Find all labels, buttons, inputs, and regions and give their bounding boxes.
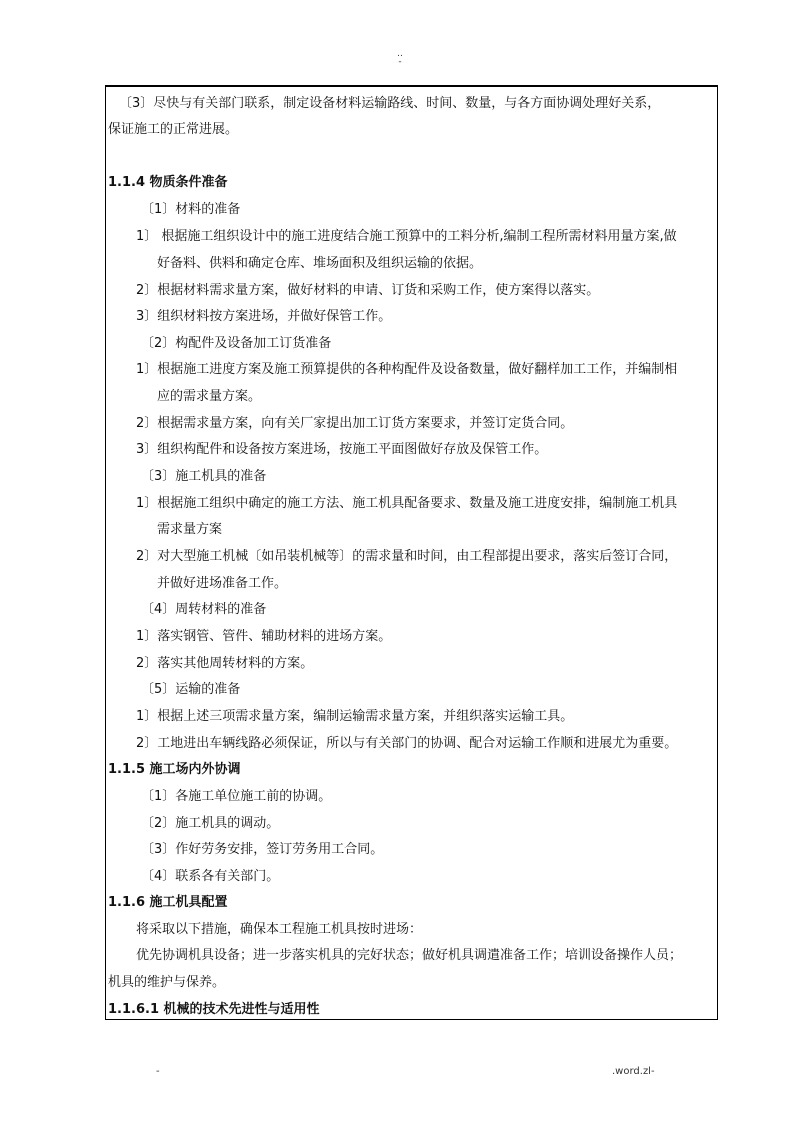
header-dots: .. <box>397 49 403 59</box>
list-item: 2〕工地进出车辆线路必须保证，所以与有关部门的协调、配合对运输工作顺和进展尤为重要。 <box>136 736 678 751</box>
list-item: 1〕根据上述三项需求量方案，编制运输需求量方案，并组织落实运输工具。 <box>136 709 574 724</box>
list-item: 1〕根据施工组织中确定的施工方法、施工机具配备要求、数量及施工进度安排，编制施工机具 <box>136 496 678 511</box>
header-dash: - <box>398 57 402 67</box>
footer-left-mark: - <box>156 1066 160 1077</box>
paragraph-line: 保证施工的正常进展。 <box>108 122 239 137</box>
list-item: 3〕组织构配件和设备按方案进场，按施工平面图做好存放及保管工作。 <box>136 442 548 457</box>
subheading: 〔4〕周转材料的准备 <box>141 602 267 617</box>
list-item-continuation: 应的需求量方案。 <box>157 389 262 404</box>
section-heading-1-1-4: 1.1.4 物质条件准备 <box>108 175 228 190</box>
section-heading-1-1-6-1: 1.1.6.1 机械的技术先进性与适用性 <box>108 1002 320 1017</box>
subheading: 〔2〕构配件及设备加工订货准备 <box>141 336 332 351</box>
paragraph-line: 〔3〕尽快与有关部门联系，制定设备材料运输路线、时间、数量，与各方面协调处理好关系， <box>119 96 661 111</box>
paragraph-line: 优先协调机具设备；进一步落实机具的完好状态；做好机具调遣准备工作；培训设备操作人员； <box>136 948 683 963</box>
list-item-continuation: 好备料、供料和确定仓库、堆场面积及组织运输的依据。 <box>157 256 483 271</box>
list-item-continuation: 需求量方案 <box>157 522 223 537</box>
list-item: 2〕根据需求量方案，向有关厂家提出加工订货方案要求，并签订定货合同。 <box>136 416 574 431</box>
list-item: 〔3〕作好劳务安排，签订劳务用工合同。 <box>141 842 384 857</box>
list-item: 〔1〕各施工单位施工前的协调。 <box>141 789 332 804</box>
page-header-mark <box>380 50 420 66</box>
list-item: 2〕对大型施工机械〔如吊装机械等〕的需求量和时间，由工程部提出要求，落实后签订合同， <box>136 549 678 564</box>
list-item: 1〕落实钢管、管件、辅助材料的进场方案。 <box>136 629 392 644</box>
subheading: 〔1〕材料的准备 <box>141 202 241 217</box>
subheading: 〔3〕施工机具的准备 <box>141 469 267 484</box>
list-item: 1〕 根据施工组织设计中的施工进度结合施工预算中的工料分析,编制工程所需材料用量方案,做 <box>136 229 677 244</box>
list-item: 2〕根据材料需求量方案，做好材料的申请、订货和采购工作，使方案得以落实。 <box>136 283 600 298</box>
list-item-continuation: 并做好进场准备工作。 <box>157 576 288 591</box>
paragraph-line: 机具的维护与保养。 <box>108 975 226 990</box>
paragraph-line: 将采取以下措施，确保本工程施工机具按时进场： <box>136 922 423 937</box>
section-heading-1-1-6: 1.1.6 施工机具配置 <box>108 895 228 910</box>
list-item: 2〕落实其他周转材料的方案。 <box>136 656 314 671</box>
list-item: 〔2〕施工机具的调动。 <box>141 816 280 831</box>
list-item: 3〕组织材料按方案进场，并做好保管工作。 <box>136 309 392 324</box>
subheading: 〔5〕运输的准备 <box>141 682 241 697</box>
frame-top-rule <box>106 86 717 87</box>
section-heading-1-1-5: 1.1.5 施工场内外协调 <box>108 762 241 777</box>
list-item: 〔4〕联系各有关部门。 <box>141 869 280 884</box>
footer-right-mark: .word.zl- <box>612 1066 655 1077</box>
list-item: 1〕根据施工进度方案及施工预算提供的各种构配件及设备数量，做好翻样加工工作，并编制相 <box>136 362 678 377</box>
